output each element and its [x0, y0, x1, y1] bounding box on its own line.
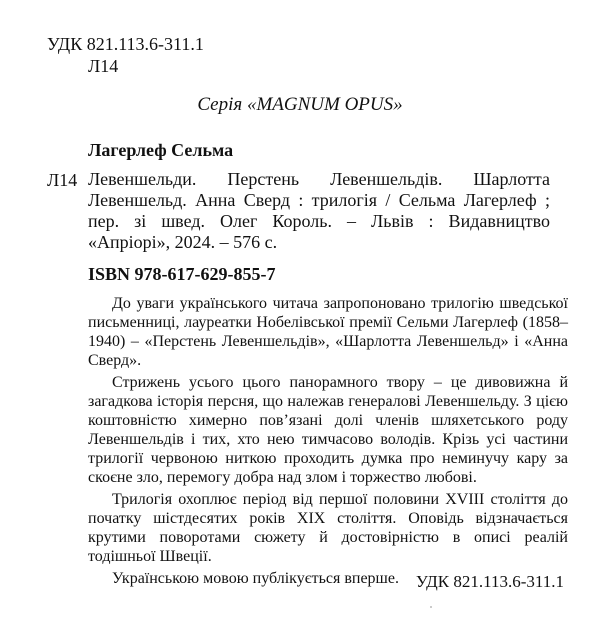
- udk-code-top: УДК 821.113.6-311.1: [47, 34, 204, 54]
- author-name: Лагерлеф Сельма: [88, 140, 234, 160]
- annotation: [88, 294, 568, 591]
- scan-speck: [430, 606, 432, 608]
- annotation-paragraph: До уваги українського читача запропоновано трилогію шведської письменниці, лауреатки Нобелівської премії Сельми Лагерлеф (1858–1940) – «Перстень Левеншельдів», «Шарлотта Левеншельд» і «Анна Сверд».: [88, 295, 568, 369]
- author-sign-side: Л14: [47, 170, 78, 190]
- annotation-paragraph: Українською мовою публікується вперше.: [112, 570, 399, 587]
- author-sign-top: Л14: [88, 56, 119, 76]
- isbn: ISBN 978-617-629-855-7: [88, 264, 276, 284]
- bibliographic-record: Левеншельди. Перстень Левеншельдів. Шарлотта Левеншельд. Анна Сверд : трилогія / Сельма Лагерлеф ; пер. зі швед. Олег Король. – Львів : Видавництво «Апріорі», 2024. – 576 с.: [88, 169, 550, 252]
- series-title: Серія «MAGNUM OPUS»: [197, 94, 403, 115]
- annotation-paragraph: Стрижень усього цього панорамного твору – це дивовижна й загадкова історія персня, що належав генералові Левеншельду. З цією коштовністю химерно пов’язані долі членів шляхетського роду Левеншельдів і тих, хто нею тимчасово володів. Крізь усі частини трилогії червоною ниткою проходить думка про неминучу кару за скоєне зло, перемогу добра над злом і торжество любові.: [88, 374, 568, 486]
- annotation-paragraph: Трилогія охоплює період від першої половини XVIII століття до початку шістдесятих років XIX століття. Оповідь відзначається крутими поворотами сюжету й достовірністю в описі реалій тодішньої Швеції.: [88, 491, 568, 565]
- udk-code-bottom: УДК 821.113.6-311.1: [415, 572, 564, 591]
